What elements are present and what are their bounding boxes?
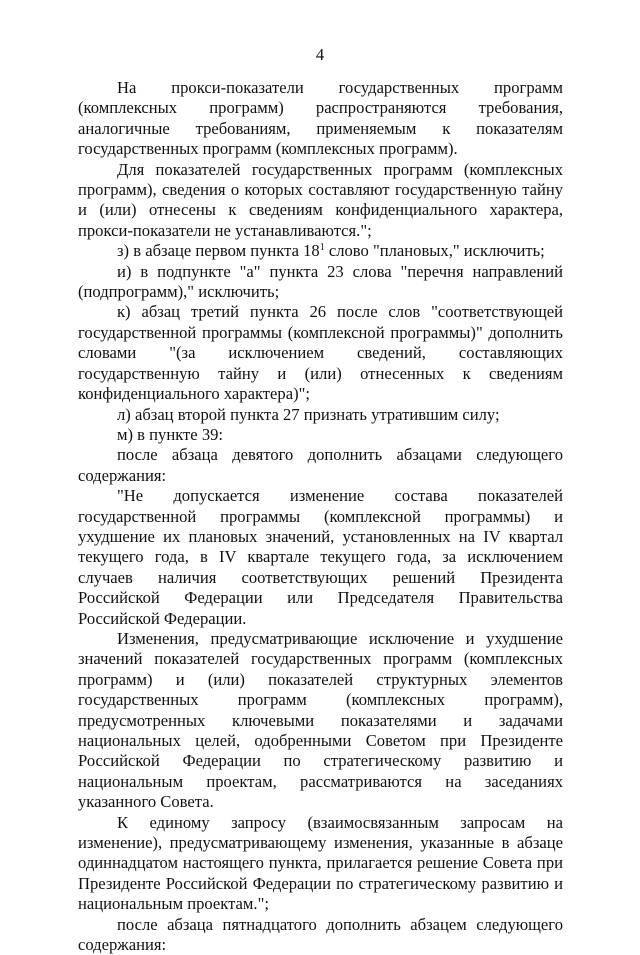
page-number: 4 [315, 45, 325, 64]
paragraph: На прокси-показатели государственных программ (комплексных программ) распространяются требования, аналогичные требованиям, применяемым к показателям государственных программ (комплексных программ). [78, 78, 563, 159]
paragraph-text: слово "плановых," исключить; [324, 241, 545, 261]
paragraph: к) абзац третий пункта 26 после слов "соответствующей государственной программы (комплексной программы)" дополнить словами "(за исключением сведений, составляющих государственную тайну и (или) отнесенных к сведениям конфиденциального характера)"; [78, 302, 563, 404]
document-body [78, 78, 563, 955]
paragraph: м) в пункте 39: [117, 424, 224, 444]
paragraph: Для показателей государственных программ (комплексных программ), сведения о которых составляют государственную тайну и (или) отнесены к сведениям конфиденциального характера, прокси-показатели не устанавливаются."; [78, 159, 563, 240]
paragraph: К единому запросу (взаимосвязанным запросам на изменение), предусматривающему изменения, указанные в абзаце одиннадцатом настоящего пункта, прилагается решение Совета при Президенте Российской Федерации по стратегическому развитию и национальным проектам."; [78, 812, 563, 914]
paragraph [78, 241, 563, 261]
paragraph: Изменения, предусматривающие исключение и ухудшение значений показателей государственных программ (комплексных программ) и (или) показателей структурных элементов государственных программ (комплексных программ), предусмотренных ключевыми показателями и задачами национальных целей, одобренными Советом при Президенте Российской Федерации по стратегическому развитию и национальным проектам, рассматриваются на заседаниях указанного Совета. [78, 628, 563, 812]
paragraph: "Не допускается изменение состава показателей государственной программы (комплексной программы) и ухудшение их плановых значений, установленных на IV квартал текущего года, в IV квартале текущего года, за исключением случаев наличия соответствующих решений Президента Российской Федерации или Председателя Правительства Российской Федерации. [78, 486, 563, 628]
paragraph-text: з) в абзаце первом пункта 18 [117, 241, 320, 261]
paragraph: после абзаца девятого дополнить абзацами следующего содержания: [78, 445, 563, 485]
paragraph: и) в подпункте "а" пункта 23 слова "перечня направлений (подпрограмм)," исключить; [78, 261, 563, 302]
paragraph: л) абзац второй пункта 27 признать утратившим силу; [117, 404, 500, 424]
paragraph: после абзаца пятнадцатого дополнить абзацем следующего содержания: [78, 914, 563, 955]
superscript: 1 [319, 242, 325, 254]
